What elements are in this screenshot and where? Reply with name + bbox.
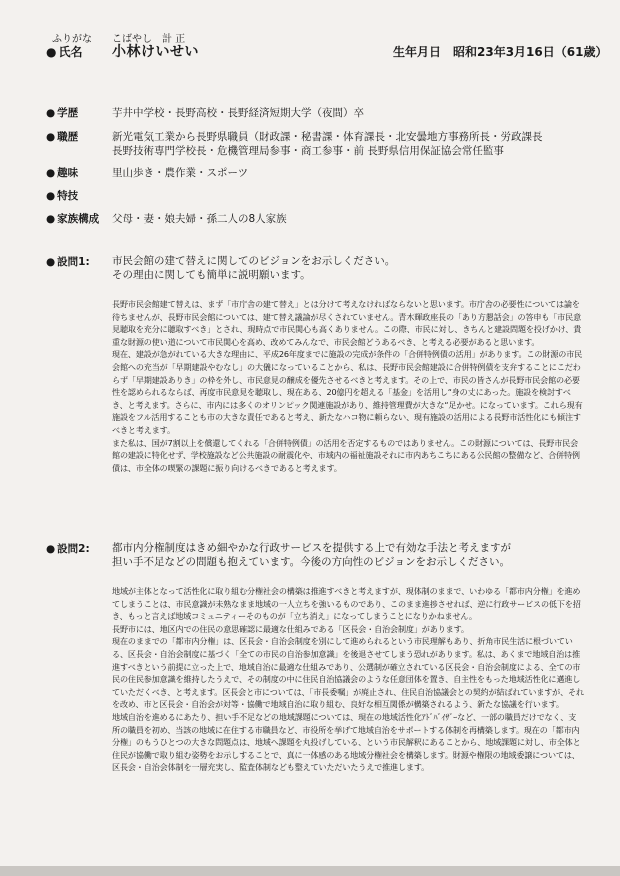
candidate-name: 小林けいせい [112,44,199,60]
education-value: 芋井中学校・長野高校・長野経済短期大学（夜間）卒 [112,107,364,119]
question-1-label: ● 設問1: [46,254,90,269]
family-label: ● 家族構成 [46,211,99,226]
question-2-line-1: 都市内分権制度はきめ細やかな行政サービスを提供する上で有効な手法と考えますが [112,542,511,554]
name-label: ● 氏名 [46,43,83,60]
furigana-label: ふりがな [52,34,92,45]
question-1-text [112,254,582,282]
answer-1 [112,298,584,474]
career-label: ● 職歴 [46,129,78,144]
date-of-birth: 生年月日 昭和23年3月16日（61歳） [393,45,608,59]
family-value: 父母・妻・娘夫婦・孫二人の8人家族 [112,213,287,225]
skill-label: ● 特技 [46,188,78,203]
answer-2 [112,585,584,774]
hobby-value: 里山歩き・農作業・スポーツ [112,167,249,179]
question-2-label: ● 設問2: [46,541,90,556]
answer-1-paragraph: 現在、建設が急がれている大きな理由に、平成26年度までに施設の完成が条件の「合併特例債の活用」があります。この財源の市民会館への充当が「早期建設やむなし」の大儀になっていることから、私は、長野市民会館建設に合併特例債を支弁することにこだわらず「早期建設ありき」の枠を外し、市民意見の醸成を優先させるべきと考えます。その上で、市民の皆さんが長野市民会館の必要性を認められるならば、再度市民意見を聴取し、現在ある、20億円を超える「基金」を活用し“身の丈にあった。施設を検討すべき、と考えます。さらに、市内には多くのオリンピック関連施設があり、維持管理費が大きな“足かせ。になっています。これら現有施設をフル活用することも市の大きな責任であると考え、新たなハコ物に頼らない、現有施設の活用による長野市活性化にも傾注すべきと考えます。 [112,349,583,435]
question-1-line-1: 市民会館の建て替えに関してのビジョンをお示しください。 [112,255,396,267]
question-2-line-2: 担い手不足などの問題も抱えています。今後の方向性のビジョンをお示しください。 [112,556,510,568]
answer-2-paragraph: 地域が主体となって活性化に取り組む分権社会の構築は推進すべきと考えますが、現体制のままで、いわゆる「都市内分権」を進めてしまうことは、市民意識が未熟なまま地域の一人立ちを強いるものであり、このまま進捗させれば、逆に行政サービスの低下を招き、もっと言えば地域コミュニティーそのものが「立ち消え」になってしまうことになりかねません。 [112,586,581,622]
hobby-label: ● 趣味 [46,165,78,180]
answer-1-paragraph: 長野市民会館建て替えは、まず「市庁舎の建て替え」とは分けて考えなければならないと思います。市庁舎の必要性については論を待ちませんが、長野市民会館については、建て替え議論が尽くされていません。青木輝政座長の「あり方懇話会」の答申も「市民意見聴取を充分に聴取すべき」とされ、現時点で市民関心も高くありません。この際、市民に対し、きちんと建設問題を投げかけ、貴重な財源の使い道について市民関心を高め、改めてみんなで、市民会館どうあるべき、と考える必要があると思います。 [112,299,582,347]
answer-2-paragraph: 現在のままでの「都市内分権」は、区長会・自治会制度を別にして進められるという市民理解もあり、折角市民生活に根づいている、区長会・自治会制度に基づく「全ての市民の自治参加意識」を後退させてしまう恐れがあります。私は、あくまで地域自治は推進すべきという前提に立った上で、地域自治に最適な仕組みであり、公選制が確立されている区長会・自治会制度による、全ての市民の住民参加意識を維持したうえで、その制度の中に住民自治協議会のような任意団体を置き、自主性をもった地域活性化に邁進していただくべき、と考えます。区長会と市については、「市長委嘱」が廃止され、住民自治協議会との契約が結ばれていますが、それを改め、市と区長会・自治会が対等・協働で地域自治に取り組む、良好な相互関係が構築されるよう、新たな協議を行います。 [112,636,584,710]
answer-2-paragraph: 長野市には、地区内での住民の意思確認に最適な仕組みである「区長会・自治会制度」があります。 [112,623,469,634]
education-label: ● 学歴 [46,105,78,120]
bottom-edge [0,866,620,876]
furigana-value: こばやし 計 正 [112,34,186,45]
career-value-line-1: 新光電気工業から長野県職員（財政課・秘書課・体育課長・北安曇地方事務所長・労政課長 [112,131,543,143]
answer-2-paragraph: 地域自治を進めるにあたり、担い手不足などの地域課題については、現在の地域活性化ｱﾄﾞﾊﾞｲｻﾞｰなど、一部の職員だけでなく、支所の職員を初め、当該の地域に在住する市職員など、市役所を挙げて地域自治をサポートする体制を再構築します。現在の「都市内分権」のもうひとつの大きな問題点は、地域へ課題を丸投げしている、という市民解釈にあることから、地域課題に対し、市全体と住民が協働で取り組む姿勢をお示しすることで、真に一体感のある地域分権社会を構築します。財源や権限の地域委譲については、区長会・自治会体制を一層充実し、監査体制なども整えていただいたうえで推進します。 [112,711,581,773]
question-1-line-2: その理由に関しても簡単に説明願います。 [112,269,311,281]
question-2-text [112,541,582,569]
career-value-line-2: 長野技術専門学校長・危機管理局参事・商工参事・前 長野県信用保証協会常任監事 [112,145,504,157]
answer-1-paragraph: また私は、国が7割以上を償還してくれる「合併特例債」の活用を否定するものではありません。この財源については、長野市民会館の建設に特化せず、学校施設など公共施設の耐震化や、市域内の福祉施設それに市内あちこちにある公民館の整備など、合併特例債は、市全体の喫緊の課題に振り向けるべきであると考えます。 [112,437,580,473]
